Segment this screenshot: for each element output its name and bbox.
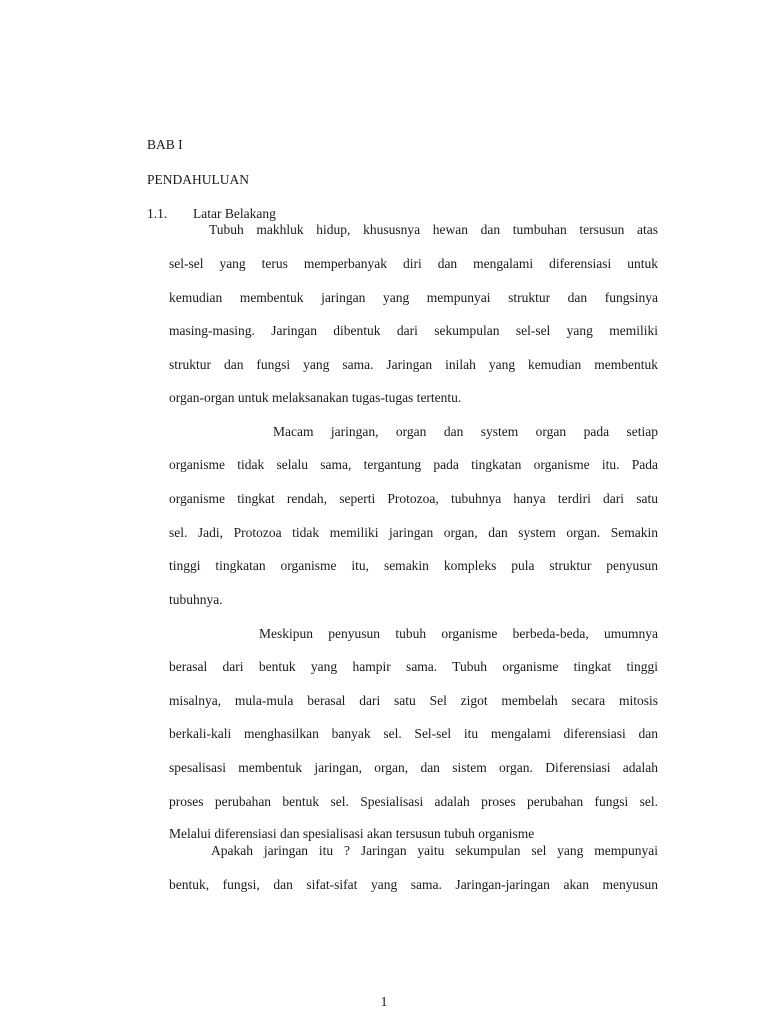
paragraph-line: struktur dan fungsi yang sama. Jaringan inilah yang kemudian membentuk xyxy=(169,357,658,372)
paragraph-line: Apakah jaringan itu ? Jaringan yaitu sekumpulan sel yang mempunyai xyxy=(211,843,658,858)
paragraph-line: bentuk, fungsi, dan sifat-sifat yang sama. Jaringan-jaringan akan menyusun xyxy=(169,877,658,892)
paragraph-line: kemudian membentuk jaringan yang mempunyai struktur dan fungsinya xyxy=(169,290,658,305)
paragraph-line: Meskipun penyusun tubuh organisme berbeda-beda, umumnya xyxy=(259,626,658,641)
chapter-label: BAB I xyxy=(147,137,183,152)
paragraph-line: tinggi tingkatan organisme itu, semakin kompleks pula struktur penyusun xyxy=(169,558,658,573)
chapter-title: PENDAHULUAN xyxy=(147,172,249,187)
page-number: 1 xyxy=(380,994,388,1009)
paragraph-line: Macam jaringan, organ dan system organ pada setiap xyxy=(273,424,658,439)
paragraph-line: organisme tingkat rendah, seperti Protozoa, tubuhnya hanya terdiri dari satu xyxy=(169,491,658,506)
paragraph-line: proses perubahan bentuk sel. Spesialisasi adalah proses perubahan fungsi sel. xyxy=(169,794,658,809)
paragraph-line: misalnya, mula-mula berasal dari satu Sel zigot membelah secara mitosis xyxy=(169,693,658,708)
paragraph-line: sel-sel yang terus memperbanyak diri dan mengalami diferensiasi untuk xyxy=(169,256,658,271)
paragraph-line: spesalisasi membentuk jaringan, organ, dan sistem organ. Diferensiasi adalah xyxy=(169,760,658,775)
section-number: 1.1. xyxy=(147,206,168,221)
paragraph-line: masing-masing. Jaringan dibentuk dari sekumpulan sel-sel yang memiliki xyxy=(169,323,658,338)
paragraph-line: sel. Jadi, Protozoa tidak memiliki jaringan organ, dan system organ. Semakin xyxy=(169,525,658,540)
paragraph-line: berasal dari bentuk yang hampir sama. Tubuh organisme tingkat tinggi xyxy=(169,659,658,674)
paragraph-line: berkali-kali menghasilkan banyak sel. Sel-sel itu mengalami diferensiasi dan xyxy=(169,726,658,741)
section-title: Latar Belakang xyxy=(193,206,276,221)
paragraph-line: organisme tidak selalu sama, tergantung pada tingkatan organisme itu. Pada xyxy=(169,457,658,472)
paragraph-line: organ-organ untuk melaksanakan tugas-tugas tertentu. xyxy=(169,390,462,405)
paragraph-line: Melalui diferensiasi dan spesialisasi akan tersusun tubuh organisme xyxy=(169,826,535,841)
paragraph-line: Tubuh makhluk hidup, khususnya hewan dan tumbuhan tersusun atas xyxy=(209,222,658,237)
paragraph-line: tubuhnya. xyxy=(169,592,223,607)
